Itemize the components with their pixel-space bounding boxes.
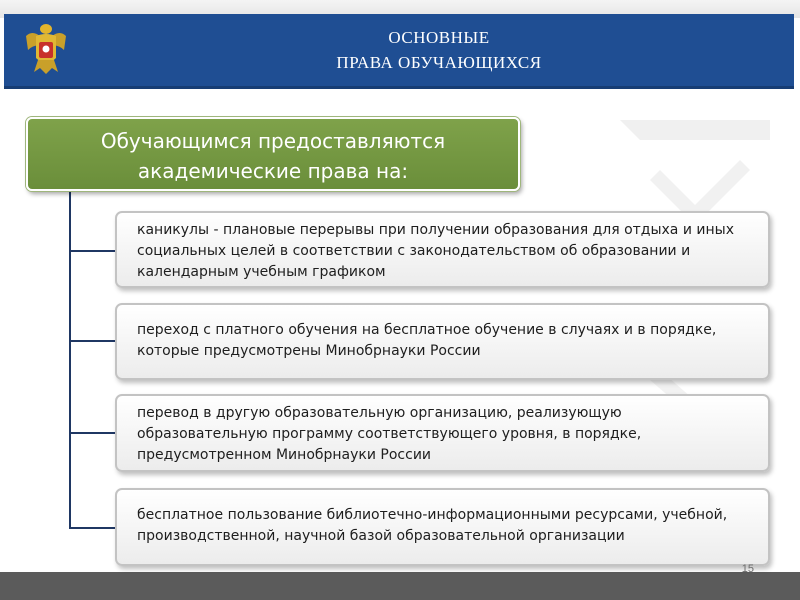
connector-branch-1 — [69, 250, 115, 252]
root-box — [26, 117, 520, 191]
connector-vertical — [69, 191, 71, 529]
item-box-free-education-transfer — [115, 303, 770, 380]
coat-of-arms-icon — [22, 22, 70, 78]
item-text: бесплатное пользование библиотечно-информационными ресурсами, учебной, производственной, научной базой образовательной организации — [137, 507, 728, 544]
header-title-line2: ПРАВА ОБУЧАЮЩИХСЯ — [336, 53, 542, 72]
item-box-vacations — [115, 211, 770, 288]
connector-branch-4 — [69, 527, 115, 529]
header-bar — [4, 14, 794, 89]
header-title-line1: ОСНОВНЫЕ — [388, 28, 490, 47]
connector-branch-3 — [69, 432, 115, 434]
item-text: переход с платного обучения на бесплатное обучение в случаях и в порядке, которые предусмотрены Минобрнауки России — [137, 322, 717, 359]
item-text: каникулы - плановые перерывы при получении образования для отдыха и иных социальных целей в соответствии с законодательством об образовании и календарным учебным графиком — [137, 222, 734, 280]
connector-branch-2 — [69, 340, 115, 342]
page-number: 15 — [741, 563, 754, 575]
root-box-line1: Обучающимся предоставляются — [100, 129, 446, 153]
item-box-transfer-organization — [115, 394, 770, 472]
item-box-library-resources — [115, 488, 770, 566]
item-text: перевод в другую образовательную организацию, реализующую образовательную программу соответствующего уровня, в порядке, предусмотренном Минобрнауки России — [137, 405, 642, 463]
header-title — [104, 25, 774, 75]
root-box-line2: академические права на: — [137, 159, 409, 183]
